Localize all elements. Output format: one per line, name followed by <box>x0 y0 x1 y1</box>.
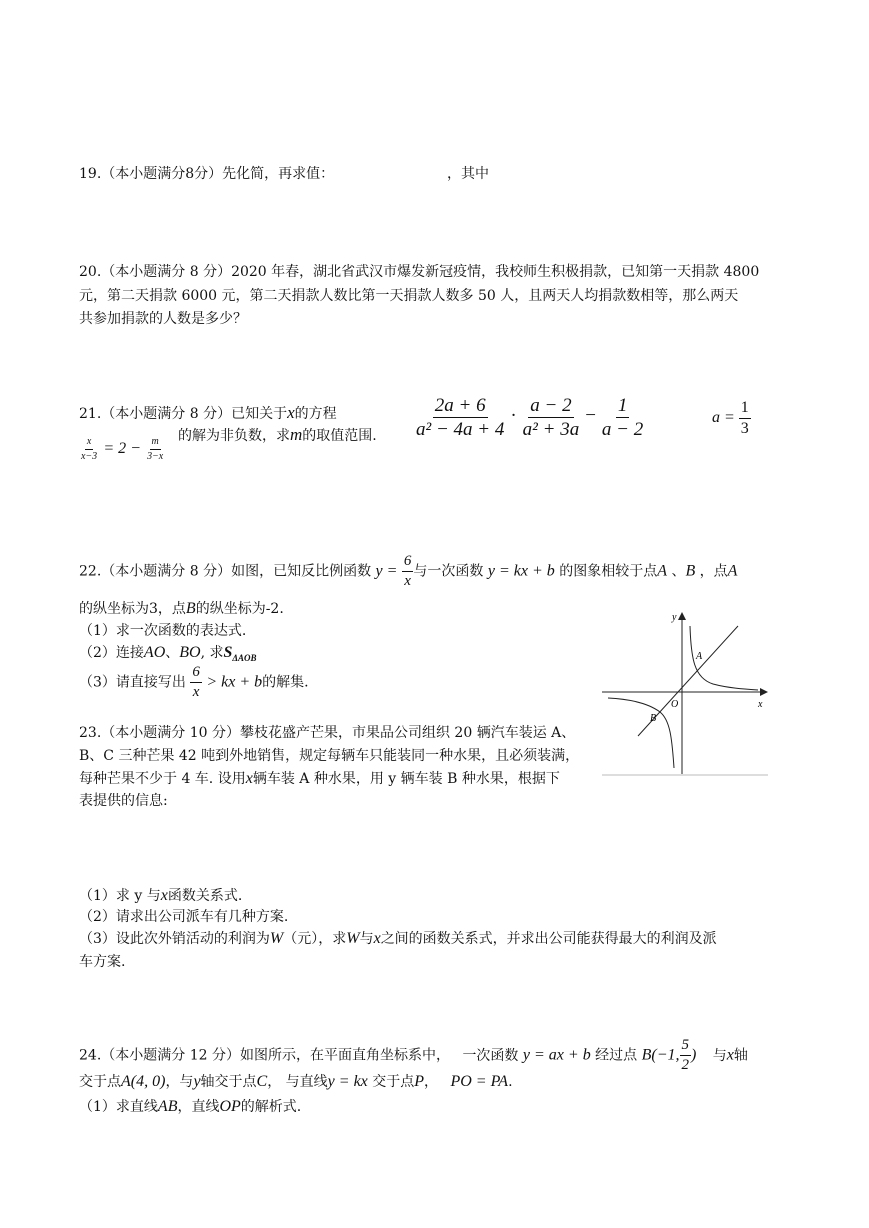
q22-line-1: 22.（本小题满分 8 分）如图，已知反比例函数 y = $\frac{6}{x}$ 与一次函数 y = kx + b 的图象相较于点A 、B ，点A <box>79 553 738 589</box>
x-axis-label: x <box>758 699 763 710</box>
q24-sub-1: （1）求直线AB，直线OP的解析式. <box>79 1098 302 1115</box>
q19-line <box>79 163 334 185</box>
q23-sub-3: （3）设此次外销活动的利润为W（元），求W与x之间的函数关系式，并求出公司能获得最大的利润及派 <box>79 930 717 947</box>
q23-sub-2: （2）请求出公司派车有几种方案. <box>79 909 289 925</box>
q23-sub-3-cont: 车方案. <box>79 954 126 970</box>
q24-line-1: 24.（本小题满分 12 分）如图所示，在平面直角坐标系中， 一次函数 y = ax + b 经过点 B(−1, $\frac{5}{2}$ ) 与x轴 <box>79 1037 748 1073</box>
q23-line-4: 表提供的信息: <box>79 793 168 809</box>
q22-line-2: 的纵坐标为3，点B的纵坐标为-2. <box>79 600 284 617</box>
q19-text: 19.（本小题满分8分）先化简，再求值： <box>79 166 335 182</box>
q23-line-1: 23.（本小题满分 10 分）攀枝花盛产芒果，市果品公司组织 20 辆汽车装运 A、 <box>79 725 576 741</box>
q24-line-2: 交于点A(4, 0)，与y轴交于点C， 与直线y = kx 交于点P， PO = PA. <box>79 1073 513 1090</box>
fraction-1: $\frac{2a + 6}{\text{a² − 4a + 4}}$ <box>416 395 505 440</box>
point-b-label: B <box>650 713 657 724</box>
q22-sub-1: （1）求一次函数的表达式. <box>79 623 247 639</box>
q19-expression: $\frac{2a + 6}{\text{a² − 4a + 4}}$ · $\frac{a - 2}{\text{a² + 3a}}$ − $\frac{1}{a - 2}$ <box>416 395 644 440</box>
q20-line-2: 元，第二天捐款 6000 元，第二天捐款人数比第一天捐款人数多 50 人，且两天人均捐款数相等，那么两天 <box>79 288 739 304</box>
q23-line-3: 每种芒果不少于 4 车. 设用x辆车装 A 种水果，用 y 辆车装 B 种水果，根据下 <box>79 770 560 787</box>
a-value: a = $\frac{1}{3}$ <box>712 399 749 437</box>
q20-line-1: 20.（本小题满分 8 分）2020 年春，湖北省武汉市爆发新冠疫情，我校师生积极捐款，已知第一天捐款 4800 <box>79 264 760 280</box>
fraction-3: $\frac{1}{a - 2}$ <box>601 395 644 440</box>
q23-sub-1: （1）求 y 与x函数关系式. <box>79 887 243 904</box>
y-axis-label: y <box>672 612 677 623</box>
x-axis-arrow-icon <box>760 688 768 696</box>
q23-line-2: B、C 三种芒果 42 吨到外地销售，规定每辆车只能装同一种水果，且必须装满， <box>79 748 580 764</box>
function-graph <box>598 608 770 776</box>
q20-line-3: 共参加捐款的人数是多少？ <box>79 311 247 327</box>
point-a-label: A <box>696 651 703 662</box>
fraction-2: $\frac{a - 2}{\text{a² + 3a}}$ <box>522 395 580 440</box>
y-axis-arrow-icon <box>678 612 686 620</box>
origin-label: O <box>671 699 679 710</box>
q21-equation: $\frac{x}{x-3}$ = 2 − $\frac{m}{3-x}$ <box>81 436 164 462</box>
q22-sub-3: （3）请直接写出 $\frac{6}{x}$ > kx + b的解集. <box>79 664 309 700</box>
q21-line-2: 的解为非负数，求m的取值范围. <box>178 425 377 444</box>
q22-sub-2: （2）连接AO、BO, 求$S_{\Delta AOB}$ <box>79 644 257 663</box>
q19-where: ，其中 <box>447 166 489 182</box>
q21-line-1: 21.（本小题满分 8 分）已知关于x的方程 <box>79 403 337 422</box>
